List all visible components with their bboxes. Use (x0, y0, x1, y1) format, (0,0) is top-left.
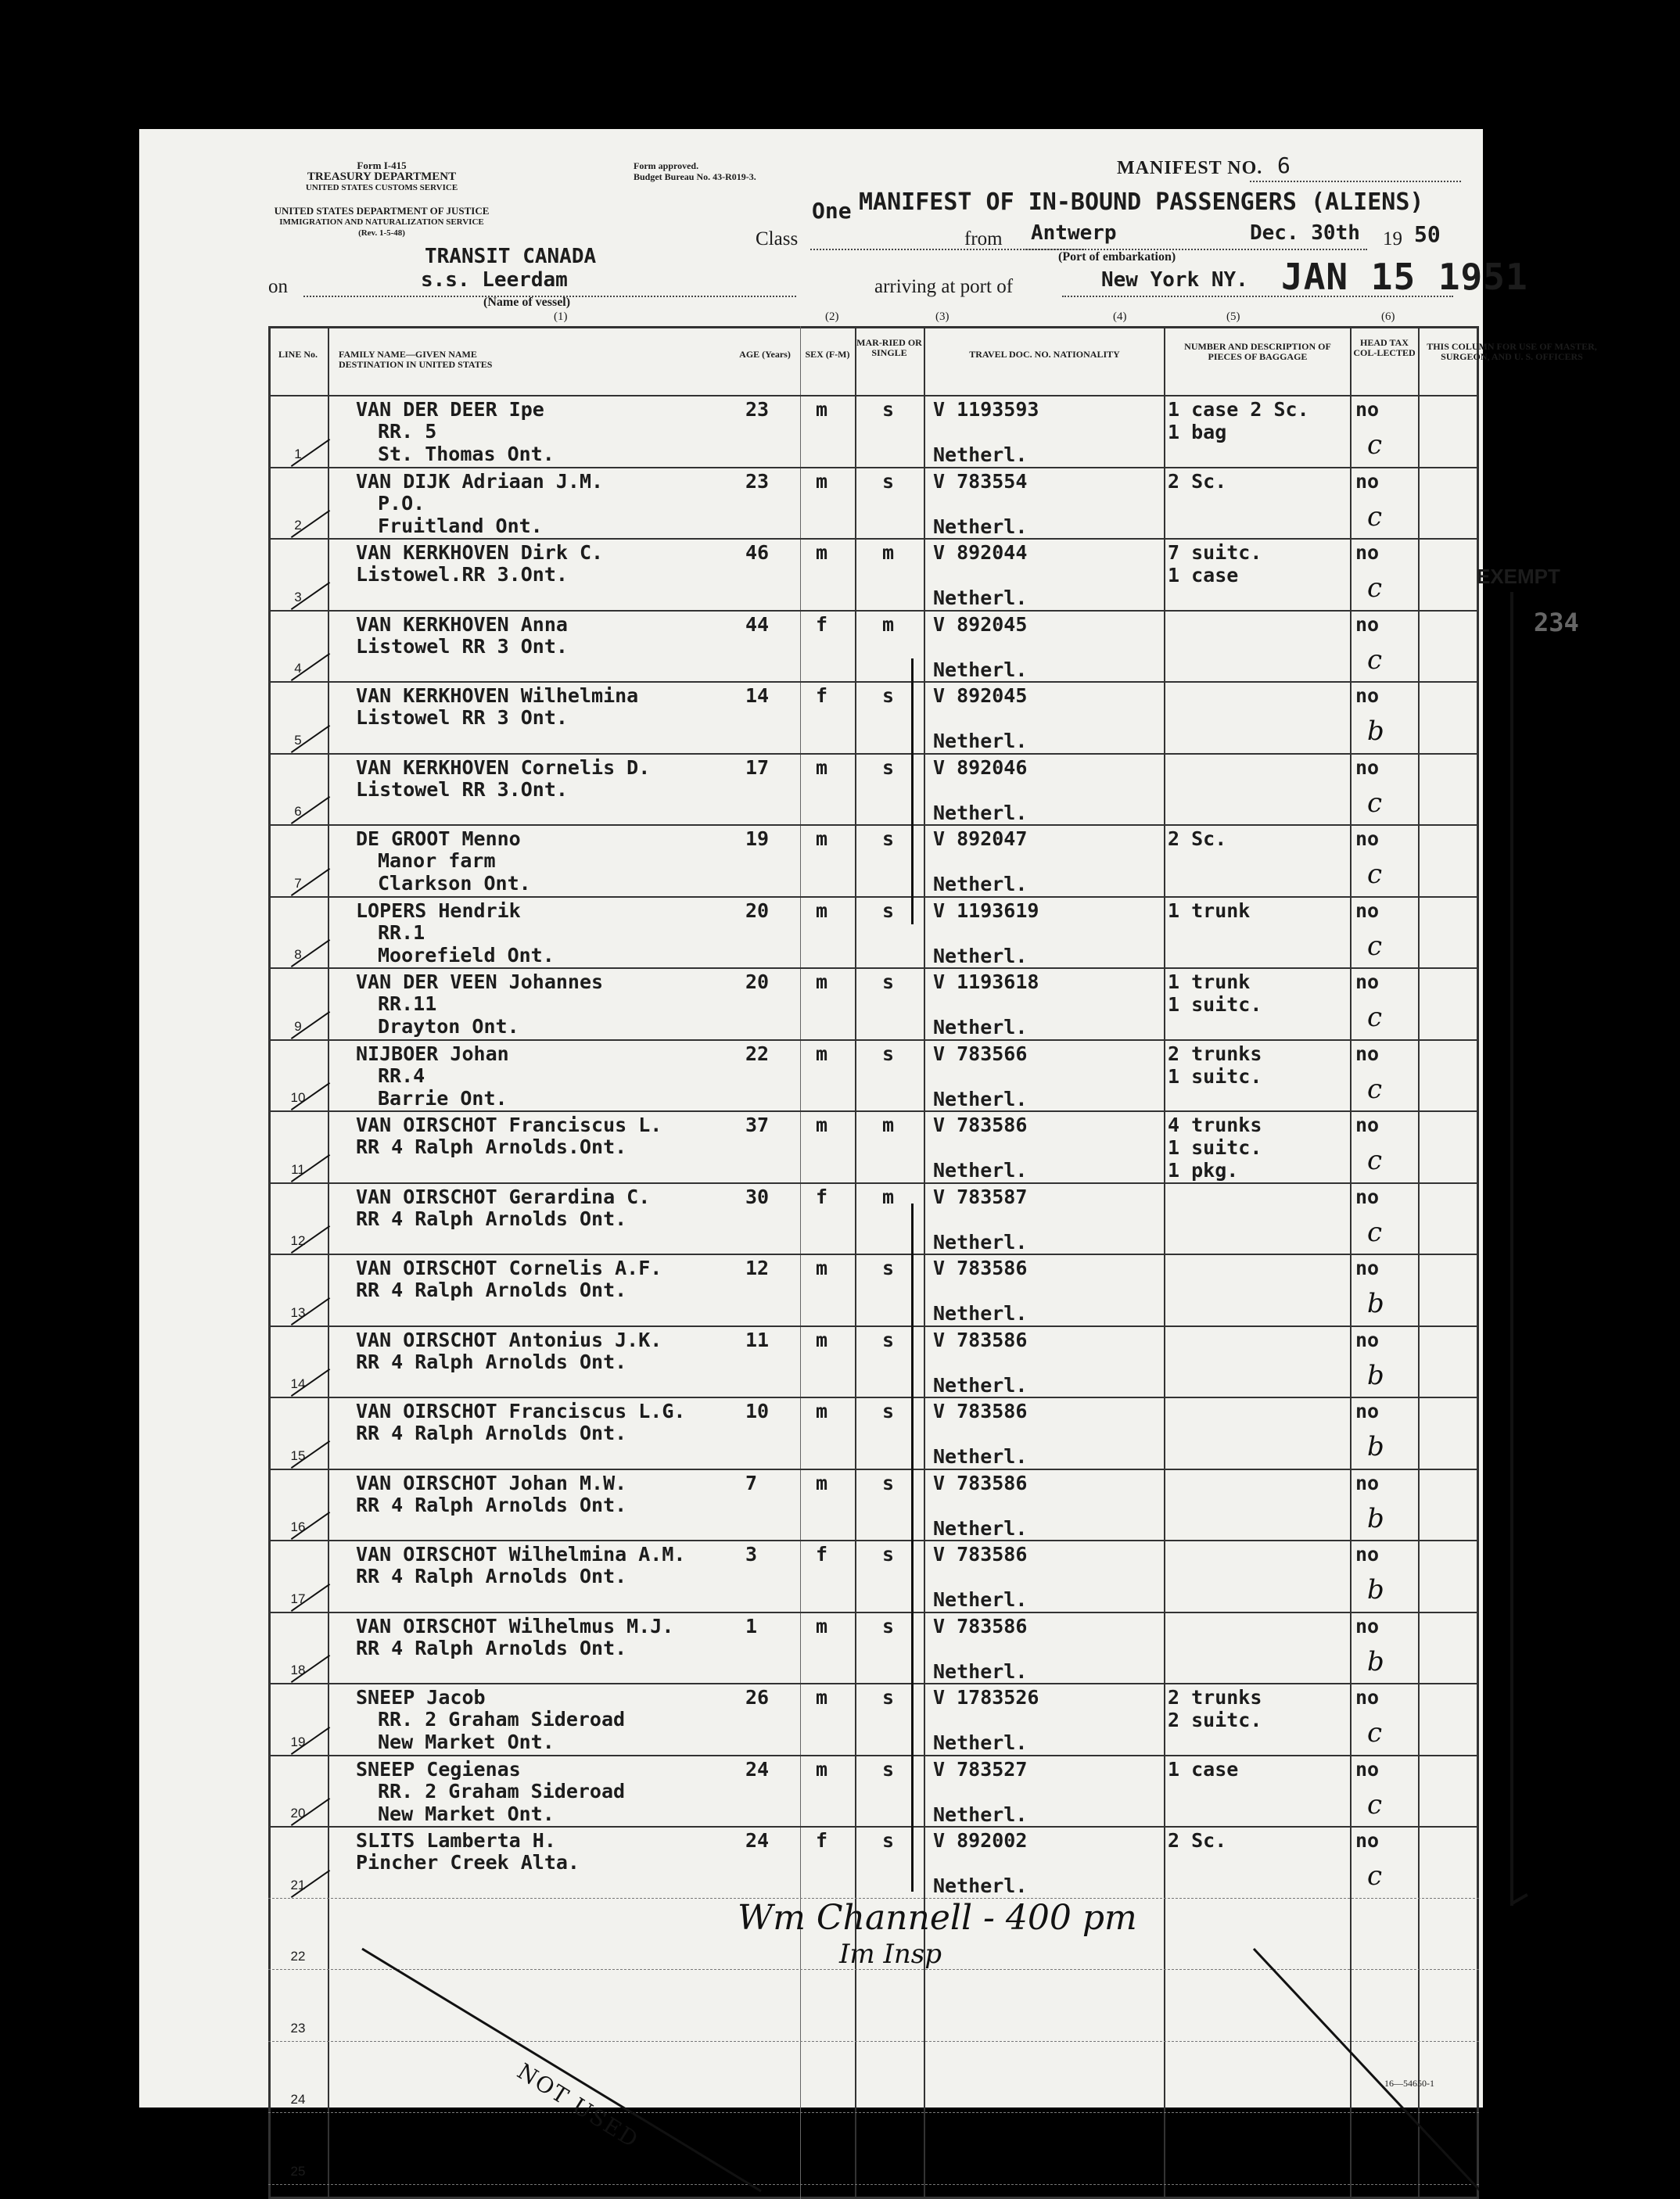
class-value: One (812, 198, 852, 224)
col-head-married: MAR-RIED OR SINGLE (856, 337, 922, 358)
passenger-name: LOPERS Hendrik (356, 899, 521, 922)
nationality: Netherl. (933, 1516, 1028, 1540)
marital-status: s (882, 684, 895, 707)
passenger-name: NIJBOER Johan (356, 1042, 509, 1065)
travel-doc-number: V 892045 (933, 612, 1028, 636)
col-head-travel-doc: TRAVEL DOC. NO. NATIONALITY (969, 349, 1120, 360)
nationality: Netherl. (933, 1302, 1028, 1325)
head-tax-mark: c (1367, 572, 1383, 604)
age-value: 26 (745, 1686, 770, 1709)
line-number: 19 (290, 1734, 306, 1749)
passenger-name: DE GROOT Menno (356, 827, 521, 850)
line-number: 6 (294, 804, 302, 819)
head-tax-mark: c (1367, 1717, 1383, 1749)
arrival-date-stamp: JAN 15 1951 (1281, 256, 1528, 298)
age-value: 44 (745, 612, 770, 636)
age-value: 37 (745, 1114, 770, 1136)
col-head-family-name: FAMILY NAME—GIVEN NAME (339, 349, 477, 360)
line-number: 9 (294, 1018, 302, 1034)
nationality: Netherl. (933, 1230, 1028, 1254)
customs-label: UNITED STATES CUSTOMS SERVICE (305, 183, 458, 192)
line-number: 15 (290, 1447, 306, 1463)
travel-doc-number: V 892045 (933, 684, 1028, 707)
from-label: from (964, 228, 1003, 249)
manifest-no-line (1250, 181, 1461, 182)
line-number: 22 (290, 1949, 306, 1964)
line-number: 14 (290, 1376, 306, 1391)
head-tax-value: no (1355, 1686, 1380, 1709)
travel-doc-number: V 1193618 (933, 970, 1039, 993)
manifest-sheet (139, 129, 1597, 2179)
head-tax-value: no (1355, 398, 1380, 421)
baggage-line: 1 pkg. (1168, 1159, 1239, 1182)
destination-line: Clarkson Ont. (378, 872, 531, 895)
baggage-line: 2 Sc. (1168, 469, 1227, 493)
destination-line: RR 4 Ralph Arnolds Ont. (356, 1279, 627, 1301)
marital-status: m (882, 1185, 895, 1208)
head-tax-mark: c (1367, 1788, 1383, 1821)
destination-line: Manor farm (378, 849, 496, 872)
destination-line: Listowel RR 3 Ont. (356, 634, 568, 658)
sex-value: f (816, 1185, 828, 1208)
head-tax-value: no (1355, 1328, 1380, 1351)
marital-status: m (882, 612, 895, 636)
sex-value: f (816, 684, 828, 707)
baggage-line: 1 trunk (1168, 899, 1251, 922)
destination-line: RR 4 Ralph Arnolds Ont. (356, 1350, 627, 1373)
line-number: 10 (290, 1090, 306, 1105)
nationality: Netherl. (933, 1588, 1028, 1611)
destination-line: Listowel RR 3.Ont. (356, 777, 568, 801)
date-value: Dec. 30th (1250, 221, 1360, 245)
destination-line: Moorefield Ont. (378, 943, 555, 967)
sex-value: m (816, 398, 828, 421)
head-tax-mark: b (1367, 1574, 1384, 1605)
sex-value: m (816, 1328, 828, 1351)
col-num-1: (1) (554, 310, 568, 323)
destination-line: RR. 5 (378, 420, 437, 443)
baggage-line: 2 suitc. (1168, 1709, 1262, 1731)
head-tax-value: no (1355, 1757, 1380, 1781)
passenger-name: VAN DIJK Adriaan J.M. (356, 469, 604, 493)
age-value: 10 (745, 1400, 770, 1422)
rev-label: (Rev. 1-5-48) (358, 228, 405, 238)
destination-line: RR 4 Ralph Arnolds Ont. (356, 1493, 627, 1516)
travel-doc-number: V 783586 (933, 1257, 1028, 1279)
marital-status: m (882, 541, 895, 564)
nationality: Netherl. (933, 1159, 1028, 1182)
sex-value: m (816, 899, 828, 922)
destination-line: Fruitland Ont. (378, 514, 543, 537)
destination-line: Pincher Creek Alta. (356, 1851, 580, 1874)
travel-doc-number: V 1193593 (933, 398, 1039, 421)
destination-line: RR 4 Ralph Arnolds.Ont. (356, 1135, 627, 1158)
head-tax-mark: c (1367, 429, 1383, 461)
line-number: 24 (290, 2092, 306, 2107)
destination-line: Listowel RR 3 Ont. (356, 706, 568, 729)
arriving-label: arriving at port of (874, 276, 1014, 297)
baggage-line: 1 suitc. (1168, 1064, 1262, 1088)
marital-status: s (882, 1686, 895, 1709)
manifest-title: MANIFEST OF IN-BOUND PASSENGERS (ALIENS) (859, 188, 1424, 216)
head-tax-mark: c (1367, 500, 1383, 533)
baggage-line: 2 trunks (1168, 1042, 1262, 1065)
marital-status: s (882, 755, 895, 779)
nationality: Netherl. (933, 587, 1028, 609)
baggage-line: 1 case (1168, 1757, 1239, 1781)
age-value: 23 (745, 469, 770, 493)
passenger-name: SNEEP Jacob (356, 1686, 486, 1709)
baggage-line: 1 bag (1168, 421, 1227, 443)
head-tax-value: no (1355, 684, 1380, 707)
travel-doc-number: V 783527 (933, 1757, 1028, 1781)
sex-value: f (816, 1543, 828, 1566)
sex-value: m (816, 1471, 828, 1494)
passenger-name: VAN OIRSCHOT Johan M.W. (356, 1471, 627, 1494)
line-number: 18 (290, 1663, 306, 1677)
head-tax-value: no (1355, 1400, 1380, 1422)
approval-block (634, 160, 756, 182)
head-tax-value: no (1355, 612, 1380, 636)
passenger-name: SLITS Lamberta H. (356, 1829, 556, 1852)
nationality: Netherl. (933, 1659, 1028, 1683)
head-tax-value: no (1355, 1185, 1380, 1208)
nationality: Netherl. (933, 801, 1028, 824)
travel-doc-number: V 1193619 (933, 899, 1039, 922)
form-approved: Form approved. (634, 160, 699, 171)
passenger-name: VAN KERKHOVEN Anna (356, 612, 568, 636)
baggage-line: 1 case 2 Sc. (1168, 398, 1309, 421)
nationality: Netherl. (933, 944, 1028, 967)
passenger-name: VAN DER DEER Ipe (356, 398, 544, 421)
travel-doc-number: V 1783526 (933, 1686, 1039, 1709)
head-tax-value: no (1355, 1543, 1380, 1566)
nationality: Netherl. (933, 730, 1028, 752)
destination-line: RR.11 (378, 992, 437, 1015)
class-label: Class (756, 228, 799, 249)
head-tax-value: no (1355, 755, 1380, 779)
head-tax-mark: b (1367, 716, 1384, 747)
sex-value: m (816, 1042, 828, 1065)
form-block (288, 160, 476, 193)
passenger-name: SNEEP Cegienas (356, 1757, 521, 1781)
baggage-line: 7 suitc. (1168, 541, 1262, 564)
line-number: 4 (294, 661, 302, 676)
head-tax-mark: c (1367, 787, 1383, 819)
line-number: 20 (290, 1806, 306, 1821)
head-tax-value: no (1355, 970, 1380, 993)
destination-line: RR.1 (378, 920, 425, 944)
head-tax-value: no (1355, 1257, 1380, 1279)
destination-line: St. Thomas Ont. (378, 443, 555, 465)
travel-doc-number: V 783586 (933, 1543, 1028, 1566)
line-number: 11 (291, 1161, 305, 1177)
marital-status: s (882, 469, 895, 493)
line-number: 21 (290, 1877, 306, 1892)
exempt-label: EXEMPT (1477, 565, 1560, 588)
nationality: Netherl. (933, 1731, 1028, 1754)
age-value: 24 (745, 1829, 770, 1852)
sex-value: m (816, 970, 828, 993)
baggage-line: 4 trunks (1168, 1114, 1262, 1136)
sex-value: m (816, 1686, 828, 1709)
baggage-line: 1 suitc. (1168, 1136, 1262, 1159)
passenger-name: VAN KERKHOVEN Cornelis D. (356, 755, 651, 779)
head-tax-mark: c (1367, 1002, 1383, 1033)
ins-label: IMMIGRATION AND NATURALIZATION SERVICE (279, 217, 484, 227)
head-tax-value: no (1355, 827, 1380, 850)
travel-doc-number: V 892044 (933, 541, 1028, 564)
destination-line: RR 4 Ralph Arnolds Ont. (356, 1207, 627, 1230)
nationality: Netherl. (933, 443, 1028, 466)
age-value: 1 (745, 1614, 758, 1638)
marital-status: s (882, 1543, 895, 1566)
sex-value: m (816, 1757, 828, 1781)
head-tax-mark: b (1367, 1502, 1384, 1534)
baggage-line: 1 trunk (1168, 970, 1251, 993)
destination-line: Listowel.RR 3.Ont. (356, 563, 568, 586)
sex-value: m (816, 755, 828, 779)
age-value: 12 (745, 1257, 770, 1279)
marital-status: s (882, 1257, 895, 1279)
justice-block (264, 206, 499, 239)
nationality: Netherl. (933, 1803, 1028, 1826)
age-value: 14 (745, 684, 770, 707)
col-num-5: (5) (1226, 310, 1240, 323)
line-number: 16 (290, 1519, 306, 1534)
head-tax-mark: c (1367, 930, 1383, 962)
marital-status: s (882, 1042, 895, 1065)
treasury-label: TREASURY DEPARTMENT (307, 170, 457, 183)
baggage-line: 2 trunks (1168, 1686, 1262, 1709)
marital-status: s (882, 1829, 895, 1852)
passenger-name: VAN KERKHOVEN Wilhelmina (356, 684, 639, 707)
head-tax-mark: c (1367, 1216, 1383, 1248)
nationality: Netherl. (933, 1874, 1028, 1897)
justice-label: UNITED STATES DEPARTMENT OF JUSTICE (274, 205, 490, 217)
vessel-value: s.s. Leerdam (421, 268, 568, 292)
line-number: 12 (290, 1233, 306, 1248)
head-tax-mark: c (1367, 1073, 1383, 1105)
travel-doc-number: V 783586 (933, 1114, 1028, 1136)
col-num-4: (4) (1113, 310, 1127, 323)
line-number: 5 (294, 732, 302, 748)
nationality: Netherl. (933, 515, 1028, 538)
passenger-name: VAN OIRSCHOT Franciscus L. (356, 1114, 662, 1136)
travel-doc-number: V 892047 (933, 827, 1028, 850)
head-tax-value: no (1355, 1114, 1380, 1136)
sex-value: m (816, 469, 828, 493)
col-num-3: (3) (935, 310, 949, 323)
passenger-table (268, 326, 1597, 2199)
marital-status: s (882, 1400, 895, 1422)
destination-line: Drayton Ont. (378, 1015, 519, 1038)
footer-code: 16—54650-1 (1384, 2078, 1434, 2089)
head-tax-value: no (1355, 1829, 1380, 1852)
nationality: Netherl. (933, 1016, 1028, 1039)
age-value: 7 (745, 1471, 758, 1494)
head-tax-value: no (1355, 1042, 1380, 1065)
head-tax-mark: c (1367, 859, 1383, 890)
inspector-signature: Wm Channell - 400 pm (738, 1898, 1137, 1938)
destination-line: Barrie Ont. (378, 1086, 508, 1110)
age-value: 20 (745, 970, 770, 993)
sex-value: m (816, 1257, 828, 1279)
baggage-line: 2 Sc. (1168, 1829, 1227, 1852)
travel-doc-number: V 783586 (933, 1400, 1028, 1422)
destination-line: RR. 2 Graham Sideroad (378, 1779, 626, 1803)
age-value: 11 (745, 1328, 770, 1351)
marital-status: s (882, 1757, 895, 1781)
port-embark-label: (Port of embarkation) (1058, 250, 1176, 264)
travel-doc-number: V 783586 (933, 1614, 1028, 1638)
year-prefix: 19 (1383, 228, 1402, 249)
age-value: 22 (745, 1042, 770, 1065)
col-head-age: AGE (Years) (739, 349, 791, 360)
travel-doc-number: V 783566 (933, 1042, 1028, 1065)
manifest-no-value: 6 (1277, 152, 1291, 178)
line-number: 2 (294, 518, 302, 533)
passenger-name: VAN OIRSCHOT Wilhelmina A.M. (356, 1543, 686, 1566)
line-number: 17 (290, 1591, 306, 1606)
budget-bureau: Budget Bureau No. 43-R019-3. (634, 171, 756, 182)
travel-doc-number: V 892046 (933, 755, 1028, 779)
line-number: 25 (290, 2163, 306, 2179)
head-tax-value: no (1355, 899, 1380, 922)
sex-value: m (816, 827, 828, 850)
age-value: 46 (745, 541, 770, 564)
col-head-destination: DESTINATION IN UNITED STATES (339, 359, 493, 370)
passenger-name: VAN OIRSCHOT Franciscus L.G. (356, 1400, 686, 1422)
head-tax-mark: b (1367, 1359, 1384, 1391)
age-value: 23 (745, 398, 770, 421)
age-value: 19 (745, 827, 770, 850)
travel-doc-number: V 783554 (933, 469, 1028, 493)
age-value: 17 (745, 755, 770, 779)
inspector-title: Im Insp (839, 1939, 942, 1970)
arriving-value: New York NY. (1101, 268, 1248, 292)
col-head-head-tax: HEAD TAX COL-LECTED (1353, 337, 1416, 358)
head-tax-mark: c (1367, 644, 1383, 676)
transit-label: TRANSIT CANADA (425, 245, 597, 268)
head-tax-mark: c (1367, 1145, 1383, 1176)
destination-line: RR. 2 Graham Sideroad (378, 1708, 626, 1731)
age-value: 3 (745, 1543, 758, 1566)
nationality: Netherl. (933, 658, 1028, 681)
sex-value: m (816, 541, 828, 564)
nationality: Netherl. (933, 1373, 1028, 1397)
passenger-name: VAN OIRSCHOT Gerardina C. (356, 1185, 651, 1208)
marital-status: s (882, 1328, 895, 1351)
destination-line: New Market Ont. (378, 1731, 555, 1753)
baggage-line: 1 case (1168, 564, 1239, 587)
sex-value: m (816, 1400, 828, 1422)
col-head-line-no: LINE No. (278, 349, 318, 360)
col-head-sex: SEX (F-M) (805, 349, 850, 360)
nationality: Netherl. (933, 873, 1028, 895)
line-number: 1 (294, 446, 302, 461)
destination-line: RR.4 (378, 1064, 425, 1087)
travel-doc-number: V 783587 (933, 1185, 1028, 1208)
head-tax-mark: b (1367, 1288, 1384, 1319)
marital-status: s (882, 1614, 895, 1638)
passenger-name: VAN KERKHOVEN Dirk C. (356, 541, 604, 564)
marital-status: s (882, 827, 895, 850)
col-num-6: (6) (1381, 310, 1395, 323)
head-tax-mark: b (1367, 1431, 1384, 1462)
form-number: Form I-415 (357, 160, 407, 171)
line-number: 23 (290, 2020, 306, 2036)
vessel-label: (Name of vessel) (483, 296, 571, 309)
exempt-bracket (1510, 592, 1513, 1906)
age-value: 24 (745, 1757, 770, 1781)
age-value: 20 (745, 899, 770, 922)
not-used-note: NOT USED (512, 2058, 644, 2154)
destination-line: RR 4 Ralph Arnolds Ont. (356, 1422, 627, 1444)
head-tax-value: no (1355, 1471, 1380, 1494)
travel-doc-number: V 783586 (933, 1471, 1028, 1494)
sex-value: f (816, 1829, 828, 1852)
head-tax-mark: b (1367, 1645, 1384, 1677)
sex-value: m (816, 1114, 828, 1136)
head-tax-value: no (1355, 541, 1380, 564)
manifest-no-label: MANIFEST NO. (1117, 158, 1263, 178)
passenger-name: VAN DER VEEN Johannes (356, 970, 604, 993)
line-number: 8 (294, 947, 302, 962)
from-value: Antwerp (1031, 221, 1117, 245)
passenger-name: VAN OIRSCHOT Wilhelmus M.J. (356, 1614, 674, 1638)
col-head-officers: THIS COLUMN FOR USE OF MASTER, SURGEON, AND U. S. OFFICERS (1427, 341, 1597, 362)
travel-doc-number: V 892002 (933, 1829, 1028, 1852)
head-tax-value: no (1355, 469, 1380, 493)
nationality: Netherl. (933, 1445, 1028, 1468)
line-number: 7 (294, 875, 302, 891)
marital-status: m (882, 1114, 895, 1136)
destination-line: P.O. (378, 491, 425, 515)
destination-line: RR 4 Ralph Arnolds Ont. (356, 1636, 627, 1659)
head-tax-value: no (1355, 1614, 1380, 1638)
passenger-name: VAN OIRSCHOT Cornelis A.F. (356, 1257, 662, 1279)
exempt-number-stamp: 234 (1534, 608, 1579, 637)
baggage-line: 1 suitc. (1168, 993, 1262, 1016)
marital-status: s (882, 970, 895, 993)
marital-status: s (882, 1471, 895, 1494)
col-head-baggage: NUMBER AND DESCRIPTION OF PIECES OF BAGGAGE (1184, 341, 1331, 362)
destination-line: RR 4 Ralph Arnolds Ont. (356, 1565, 627, 1587)
marital-status: s (882, 899, 895, 922)
age-value: 30 (745, 1185, 770, 1208)
col-num-2: (2) (825, 310, 839, 323)
travel-doc-number: V 783586 (933, 1328, 1028, 1351)
head-tax-mark: c (1367, 1860, 1383, 1892)
on-label: on (268, 276, 288, 297)
marital-status: s (882, 398, 895, 421)
line-number: 13 (290, 1304, 306, 1320)
passenger-name: VAN OIRSCHOT Antonius J.K. (356, 1328, 662, 1351)
baggage-line: 2 Sc. (1168, 827, 1227, 850)
year-value: 50 (1414, 221, 1441, 247)
destination-line: New Market Ont. (378, 1802, 555, 1825)
sex-value: f (816, 612, 828, 636)
sex-value: m (816, 1614, 828, 1638)
nationality: Netherl. (933, 1087, 1028, 1110)
line-number: 3 (294, 589, 302, 604)
